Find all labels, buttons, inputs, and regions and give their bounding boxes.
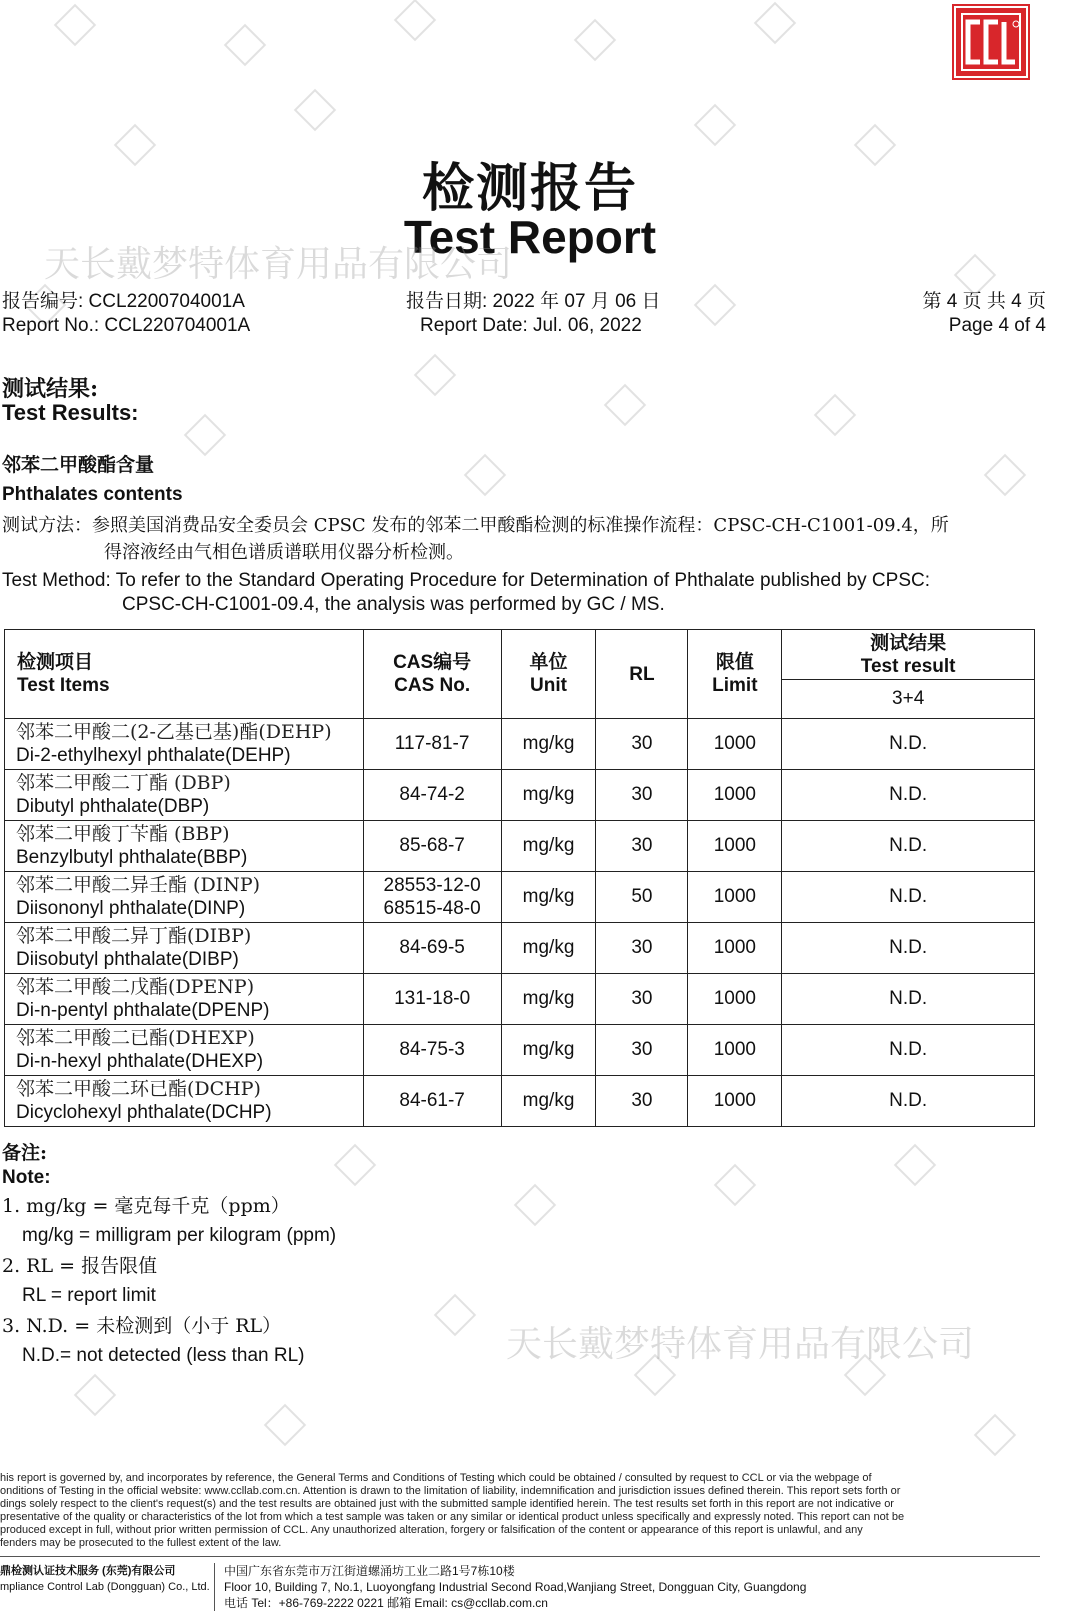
header-test-result-cn: 测试结果 xyxy=(870,632,947,654)
report-number-en: Report No.: CCL220704001A xyxy=(2,315,251,336)
notes-block xyxy=(2,1141,336,1371)
test-method-cn xyxy=(2,512,949,566)
disclaimer-line: onditions of Testing in the official website: www.ccllab.com.cn. Attention is drawn to the limitation of liability, indemnification and jurisdiction issues defined therein. This report sets forth or xyxy=(0,1485,901,1497)
title-english: Test Report xyxy=(403,211,657,263)
result-cell: N.D. xyxy=(782,1076,1035,1127)
cas-cell xyxy=(363,770,501,821)
disclaimer-line: his report is governed by, and incorporates by reference, the General Terms and Conditions of Testing which could be obtained / consulted by request to CCL or via the webpage of xyxy=(0,1472,872,1484)
unit-cell: mg/kg xyxy=(501,872,596,923)
table-row xyxy=(5,1076,1035,1127)
test-method-en-line2: CPSC-CH-C1001-09.4, the analysis was performed by GC / MS. xyxy=(122,594,665,615)
notes-title-en: Note: xyxy=(2,1167,51,1188)
test-item-name-cn: 邻苯二甲酸二(2-乙基已基)酯(DEHP) xyxy=(16,721,332,743)
limit-cell: 1000 xyxy=(688,974,782,1025)
header-test-items-cn: 检测项目 xyxy=(17,652,94,673)
cas-cell xyxy=(363,872,501,923)
results-body xyxy=(5,719,1035,1127)
report-date-block xyxy=(406,290,661,338)
table-row xyxy=(5,821,1035,872)
results-heading-cn: 测试结果: xyxy=(2,376,99,402)
unit-cell: mg/kg xyxy=(501,821,596,872)
test-item-name-cn: 邻苯二甲酸二戊酯(DPENP) xyxy=(16,976,255,998)
test-item-cell xyxy=(5,974,364,1025)
page-number-en: Page 4 of 4 xyxy=(948,315,1046,336)
header-limit xyxy=(688,630,782,719)
rl-cell: 30 xyxy=(596,923,688,974)
page-number-cn: 第 4 页 共 4 页 xyxy=(922,291,1046,312)
unit-cell: mg/kg xyxy=(501,923,596,974)
cas-number-secondary: 68515-48-0 xyxy=(383,898,481,919)
note-2-cn: 2. RL = 报告限值 xyxy=(2,1255,158,1277)
phthalates-heading-cn: 邻苯二甲酸酯含量 xyxy=(2,454,155,476)
test-method-en xyxy=(2,569,930,617)
limit-cell: 1000 xyxy=(688,923,782,974)
cas-number: 117-81-7 xyxy=(394,733,470,754)
cas-number: 85-68-7 xyxy=(399,835,465,856)
cas-cell xyxy=(363,1025,501,1076)
cas-number: 84-69-5 xyxy=(399,937,465,958)
cas-number: 84-61-7 xyxy=(399,1090,465,1111)
rl-cell: 50 xyxy=(596,872,688,923)
rl-cell: 30 xyxy=(596,770,688,821)
test-item-name-cn: 邻苯二甲酸二已酯(DHEXP) xyxy=(16,1027,255,1049)
header-test-result-en: Test result xyxy=(860,655,956,677)
header-test-result xyxy=(782,630,1035,680)
test-method-cn-line2: 得溶液经由气相色谱质谱联用仪器分析检测。 xyxy=(104,542,464,563)
note-3-cn: 3. N.D. = 未检测到（小于 RL） xyxy=(2,1315,282,1337)
test-method-en-line1: Test Method: To refer to the Standard Operating Procedure for Determination of Phthalate published by CPSC: xyxy=(2,570,931,591)
phthalates-heading-en: Phthalates contents xyxy=(2,484,183,505)
test-item-name-cn: 邻苯二甲酸二丁酯 (DBP) xyxy=(16,772,231,794)
header-unit-cn: 单位 xyxy=(529,652,568,673)
test-item-name-en: Benzylbutyl phthalate(BBP) xyxy=(16,847,248,868)
limit-cell: 1000 xyxy=(688,719,782,770)
limit-cell: 1000 xyxy=(688,770,782,821)
disclaimer-line: produced except in full, without prior written permission of CCL. Any unauthorized alteration, forgery or falsification of the content or appearance of this report is unlawful, and any xyxy=(0,1524,863,1536)
header-sample-id: 3+4 xyxy=(782,680,1035,719)
unit-cell: mg/kg xyxy=(501,1025,596,1076)
company-watermark-top: 天长戴梦特体育用品有限公司 xyxy=(44,244,513,285)
test-item-name-cn: 邻苯二甲酸二异丁酯(DIBP) xyxy=(16,925,252,947)
ccl-logo-mark xyxy=(952,4,1030,80)
note-1-cn: 1. mg/kg = 毫克每千克（ppm） xyxy=(2,1195,290,1217)
company-name-en: mpliance Control Lab (Dongguan) Co., Ltd. xyxy=(0,1581,210,1593)
test-item-cell xyxy=(5,719,364,770)
limit-cell: 1000 xyxy=(688,1025,782,1076)
header-test-items xyxy=(5,630,364,719)
test-item-cell xyxy=(5,821,364,872)
company-watermark-bottom: 天长戴梦特体育用品有限公司 xyxy=(506,1324,975,1365)
note-1-en: mg/kg = milligram per kilogram (ppm) xyxy=(22,1225,337,1246)
table-row xyxy=(5,719,1035,770)
result-cell: N.D. xyxy=(782,770,1035,821)
report-number-block xyxy=(2,290,250,338)
table-row xyxy=(5,974,1035,1025)
test-item-cell xyxy=(5,770,364,821)
test-item-name-en: Di-n-hexyl phthalate(DHEXP) xyxy=(16,1051,264,1072)
disclaimer-line: dings solely respect to the client's request(s) and the test results are obtained just with the submitted sample identified herein. The test results set forth in this report are not indicative or xyxy=(0,1498,894,1510)
contact-info: 电话 Tel：+86-769-2222 0221 邮箱 Email: cs@ccllab.com.cn xyxy=(224,1596,548,1610)
disclaimer-line: fenders may be prosecuted to the fullest extent of the law. xyxy=(0,1537,282,1549)
table-row xyxy=(5,872,1035,923)
title-chinese: 检测报告 xyxy=(421,158,638,219)
address-en: Floor 10, Building 7, No.1, Luoyongfang Industrial Second Road,Wanjiang Street, Dongguan City, Guangdong xyxy=(224,1580,807,1594)
cas-number: 28553-12-0 xyxy=(383,875,481,896)
test-item-name-en: Dicyclohexyl phthalate(DCHP) xyxy=(16,1102,272,1123)
cas-number: 84-75-3 xyxy=(399,1039,465,1060)
disclaimer-line: presentative of the quality or characteristics of the lot from which a test sample was taken or any similar or identical product unless specifically and expressly noted. This report can not be xyxy=(0,1511,905,1523)
limit-cell: 1000 xyxy=(688,821,782,872)
note-2-en: RL = report limit xyxy=(22,1285,156,1306)
cas-cell xyxy=(363,1076,501,1127)
test-item-name-cn: 邻苯二甲酸二异壬酯 (DINP) xyxy=(16,874,261,896)
header-cas-cn: CAS编号 xyxy=(393,652,472,673)
test-item-cell xyxy=(5,923,364,974)
test-item-cell xyxy=(5,872,364,923)
header-cas xyxy=(363,630,501,719)
ccl-logo xyxy=(952,4,1030,80)
phthalates-results-table xyxy=(4,629,1035,1127)
table-row xyxy=(5,770,1035,821)
test-item-name-en: Dibutyl phthalate(DBP) xyxy=(16,796,210,817)
header-limit-cn: 限值 xyxy=(715,652,754,673)
results-heading-en: Test Results: xyxy=(2,400,139,425)
header-rl: RL xyxy=(596,630,688,719)
test-method-cn-line1: 测试方法：参照美国消费品安全委员会 CPSC 发布的邻苯二甲酸酯检测的标准操作流程：CPSC-CH-C1001-09.4，所 xyxy=(2,515,949,536)
notes-title-cn: 备注: xyxy=(2,1142,48,1164)
test-item-name-en: Di-2-ethylhexyl phthalate(DEHP) xyxy=(16,745,291,766)
table-row xyxy=(5,923,1035,974)
header-cas-en: CAS No. xyxy=(394,675,471,696)
header-test-items-en: Test Items xyxy=(17,675,110,696)
result-cell: N.D. xyxy=(782,1025,1035,1076)
limit-cell: 1000 xyxy=(688,1076,782,1127)
limit-cell: 1000 xyxy=(688,872,782,923)
cas-cell xyxy=(363,974,501,1025)
test-item-name-en: Diisobutyl phthalate(DIBP) xyxy=(16,949,239,970)
test-item-name-cn: 邻苯二甲酸丁苄酯 (BBP) xyxy=(16,823,230,845)
report-date-en: Report Date: Jul. 06, 2022 xyxy=(420,315,642,336)
result-cell: N.D. xyxy=(782,923,1035,974)
table-row xyxy=(5,1025,1035,1076)
legal-disclaimer xyxy=(0,1472,1040,1550)
test-item-cell xyxy=(5,1076,364,1127)
footer-address xyxy=(224,1563,806,1611)
footer-company xyxy=(0,1563,210,1595)
unit-cell: mg/kg xyxy=(501,974,596,1025)
report-date-cn: 报告日期: 2022 年 07 月 06 日 xyxy=(406,291,661,312)
note-3-en: N.D.= not detected (less than RL) xyxy=(22,1345,305,1366)
result-cell: N.D. xyxy=(782,719,1035,770)
cas-cell xyxy=(363,719,501,770)
test-item-cell xyxy=(5,1025,364,1076)
cas-cell xyxy=(363,923,501,974)
cas-number: 131-18-0 xyxy=(394,988,471,1009)
test-item-name-en: Di-n-pentyl phthalate(DPENP) xyxy=(16,1000,270,1021)
test-item-name-en: Diisononyl phthalate(DINP) xyxy=(16,898,246,919)
unit-cell: mg/kg xyxy=(501,1076,596,1127)
rl-cell: 30 xyxy=(596,719,688,770)
header-unit-en: Unit xyxy=(530,675,567,696)
result-cell: N.D. xyxy=(782,974,1035,1025)
rl-cell: 30 xyxy=(596,974,688,1025)
rl-cell: 30 xyxy=(596,821,688,872)
footer-vertical-divider xyxy=(214,1563,215,1611)
address-cn: 中国广东省东莞市万江街道螺涌坊工业二路1号7栋10楼 xyxy=(224,1564,515,1578)
test-item-name-cn: 邻苯二甲酸二环已酯(DCHP) xyxy=(16,1078,261,1100)
page-number-block xyxy=(860,290,1046,338)
unit-cell: mg/kg xyxy=(501,770,596,821)
rl-cell: 30 xyxy=(596,1076,688,1127)
report-number-cn: 报告编号: CCL2200704001A xyxy=(2,291,245,312)
result-cell: N.D. xyxy=(782,821,1035,872)
rl-cell: 30 xyxy=(596,1025,688,1076)
footer-divider xyxy=(0,1556,1040,1557)
company-name-cn: 鼎检测认证技术服务 (东莞)有限公司 xyxy=(0,1565,176,1577)
result-cell: N.D. xyxy=(782,872,1035,923)
header-limit-en: Limit xyxy=(712,675,758,696)
cas-cell xyxy=(363,821,501,872)
cas-number: 84-74-2 xyxy=(399,784,465,805)
header-unit xyxy=(501,630,596,719)
unit-cell: mg/kg xyxy=(501,719,596,770)
